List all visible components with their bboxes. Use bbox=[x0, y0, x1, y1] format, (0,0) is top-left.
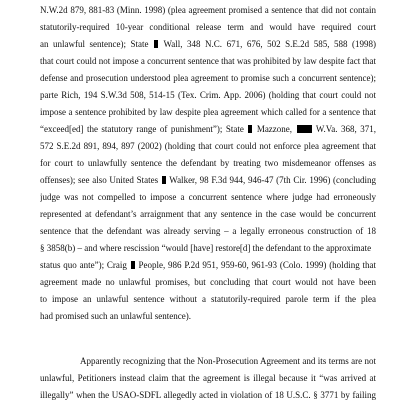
text-segment: Apparently recognizing that the Non-Prosecution Agreement and its terms are not bbox=[80, 356, 376, 366]
text-line bbox=[40, 104, 376, 121]
text-segment: that court could not impose a concurrent sentence that was prohibited by law despite fact that bbox=[40, 56, 376, 66]
text-segment: unlawful, Petitioners instead claim that the agreement is illegal because it “was arrived at bbox=[40, 373, 376, 383]
text-segment: N.W.2d 879, 881-83 (Minn. 1998) (plea agreement promised a sentence that did not contain bbox=[40, 5, 376, 15]
text-segment: impose a sentence prohibited by law despite plea agreement which called for a sentence that bbox=[40, 107, 376, 117]
text-segment: Mazzone, bbox=[253, 124, 296, 134]
text-line bbox=[40, 138, 376, 155]
redaction-block bbox=[154, 40, 158, 48]
text-segment: 572 S.E.2d 891, 894, 897 (2002) (holding that court could not enforce plea agreement that bbox=[40, 141, 376, 151]
text-segment: illegally” when the USAO-SDFL allegedly acted in violation of 18 U.S.C. § 3771 by failing bbox=[40, 390, 376, 400]
redaction-block bbox=[248, 125, 252, 133]
text-segment: Walker, 98 F.3d 944, 946-47 (7th Cir. 1996) (concluding bbox=[169, 175, 376, 185]
text-segment: Wall, 348 N.C. 671, 676, 502 S.E.2d 585, 588 (1998) bbox=[163, 39, 376, 49]
redaction-block bbox=[162, 176, 166, 184]
text-line bbox=[40, 121, 376, 138]
legal-citations-block bbox=[40, 2, 376, 325]
text-segment: to impose an unlawful sentence without a statutorily-required parole term if the plea bbox=[40, 294, 376, 304]
text-line bbox=[40, 155, 376, 172]
text-line bbox=[40, 223, 376, 240]
text-line bbox=[40, 19, 376, 36]
text-segment: statutorily-required 10-year conditional release term and would have required court bbox=[40, 22, 376, 32]
text-line bbox=[40, 370, 376, 387]
text-segment: defense and prosecution understood plea agreement to promise such a concurrent sentence); bbox=[40, 73, 376, 83]
text-line bbox=[40, 274, 376, 291]
text-segment: People, 986 P.2d 951, 959-60, 961-93 (Colo. 1999) (holding that bbox=[138, 260, 376, 270]
text-line bbox=[40, 308, 376, 325]
text-segment: sentence that the defendant was already serving – a legally erroneous construction of 18 bbox=[40, 226, 376, 236]
text-segment: W.Va. 368, 371, bbox=[315, 124, 376, 134]
argument-paragraph bbox=[40, 353, 376, 400]
text-line bbox=[40, 353, 376, 370]
text-line bbox=[40, 189, 376, 206]
text-line bbox=[40, 206, 376, 223]
text-segment: represented at defendant’s arraignment that any sentence in the case would be concurrent bbox=[40, 209, 376, 219]
text-line bbox=[40, 53, 376, 70]
text-line bbox=[40, 291, 376, 308]
redaction-block bbox=[131, 261, 135, 269]
text-line bbox=[40, 87, 376, 104]
text-line bbox=[40, 257, 376, 274]
text-segment: judge was not compelled to impose a concurrent sentence where judge had erroneously bbox=[40, 192, 376, 202]
text-line bbox=[40, 172, 376, 189]
text-segment: agreement made no unlawful promises, but concluding that court would not have been bbox=[40, 277, 376, 287]
text-segment: status quo ante”); Craig bbox=[40, 260, 130, 270]
text-segment: “exceed[ed] the statutory range of punishment”); State bbox=[40, 124, 248, 134]
text-line bbox=[40, 240, 376, 257]
text-line bbox=[40, 36, 376, 53]
text-segment: an unlawful sentence); State bbox=[40, 39, 154, 49]
text-segment: parte Rich, 194 S.W.3d 508, 514-15 (Tex. Crim. App. 2006) (holding that court could not bbox=[40, 90, 376, 100]
text-line bbox=[40, 70, 376, 87]
text-segment: offenses); see also United States bbox=[40, 175, 161, 185]
text-line bbox=[40, 2, 376, 19]
text-segment: for court to unlawfully sentence the defendant by treating two misdemeanor offenses as bbox=[40, 158, 376, 168]
redaction-block bbox=[297, 125, 312, 133]
text-segment: § 3858(b) – and where rescission “would [have] restore[d] the defendant to the approximate bbox=[40, 243, 372, 253]
text-segment: had promised such an unlawful sentence). bbox=[40, 311, 191, 321]
text-line bbox=[40, 387, 376, 400]
